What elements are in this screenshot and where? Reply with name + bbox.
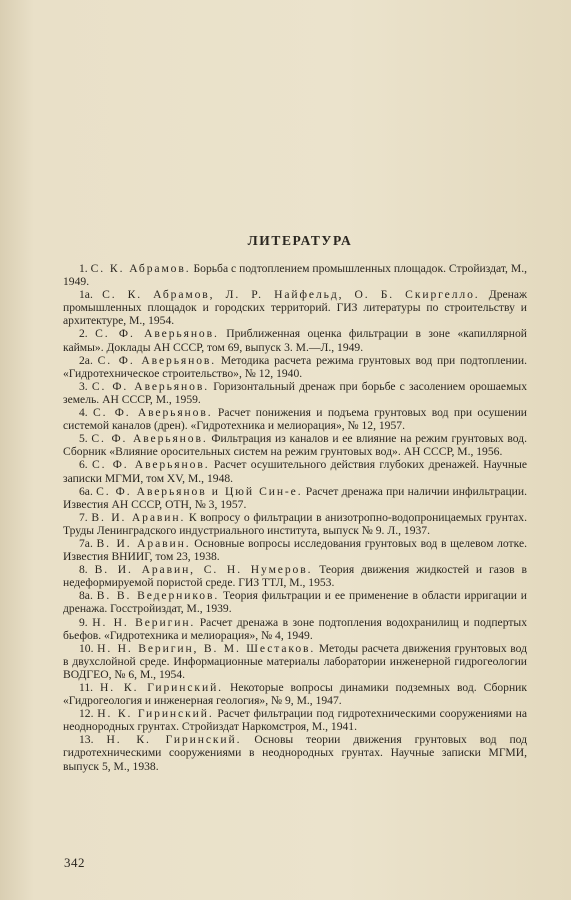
reference-number: 5.	[79, 432, 88, 446]
reference-number: 7.	[79, 510, 88, 524]
reference-entry	[63, 511, 527, 537]
reference-entry	[63, 642, 527, 681]
reference-text: К вопросу о фильтрации в анизотропно-водопроницаемых грунтах. Труды Ленинградского индустриального института, выпуск № 9. Л., 1937.	[63, 510, 527, 537]
reference-authors: Н. К. Гиринский.	[106, 733, 242, 747]
reference-text: Фильтрация из каналов и ее влияние на режим грунтовых вод. Сборник «Влияние оросительных систем на режим грунтовых вод». АН СССР, М., 1956.	[63, 432, 527, 459]
reference-entry	[63, 380, 527, 406]
reference-entry	[63, 681, 527, 707]
reference-authors: С. К. Абрамов.	[90, 262, 191, 275]
reference-authors: С. Ф. Аверьянов.	[92, 458, 210, 472]
page-number: 342	[64, 855, 85, 870]
reference-entry	[63, 616, 527, 642]
reference-entry	[63, 262, 527, 288]
reference-entry	[63, 589, 527, 615]
reference-number: 7а.	[79, 536, 93, 550]
reference-text: Расчет дренажа в зоне подтопления водохранилищ и подпертых бьефов. «Гидротехника и мелиорация», № 4, 1949.	[63, 615, 527, 642]
reference-text: Теория фильтрации и ее применение в области ирригации и дренажа. Госстройиздат, М., 1939.	[63, 589, 527, 616]
reference-text: Основы теории движения грунтовых вод под гидротехническими сооружениями в неоднородных грунтах. Научные записки МГМИ, выпуск 5, М., 1938.	[63, 733, 528, 773]
reference-text: Теория движения жидкостей и газов в недеформируемой пористой среде. ГИЗ ТТЛ, М., 1953.	[63, 563, 527, 590]
reference-authors: В. В. Ведерников.	[96, 589, 220, 603]
reference-number: 12.	[79, 707, 94, 721]
reference-entry	[63, 563, 527, 589]
reference-number: 13.	[79, 733, 94, 747]
reference-entry	[63, 485, 527, 511]
reference-text: Приближенная оценка фильтрации в зоне «капиллярной каймы». Доклады АН СССР, том 69, выпуск 3. М.—Л., 1949.	[63, 327, 528, 354]
reference-authors: В. И. Аравин.	[91, 510, 186, 524]
reference-text: Горизонтальный дренаж при борьбе с засолением орошаемых земель. АН СССР, М., 1959.	[63, 379, 527, 406]
reference-number: 9.	[79, 615, 88, 629]
reference-text: Борьба с подтоплением промышленных площадок. Стройиздат, М., 1949.	[63, 262, 527, 289]
reference-entry	[63, 327, 527, 353]
reference-entry	[63, 733, 527, 772]
reference-authors: В. И. Аравин, С. Н. Нумеров.	[94, 563, 313, 577]
reference-number: 6а.	[79, 484, 93, 498]
reference-text: Основные вопросы исследования грунтовых вод в щелевом лотке. Известия ВНИИГ, том 23, 1938.	[63, 536, 527, 564]
reference-authors: В. И. Аравин.	[96, 536, 191, 550]
reference-number: 11.	[79, 681, 94, 694]
reference-number: 2.	[79, 327, 88, 341]
reference-entry	[63, 354, 527, 380]
reference-entry	[63, 288, 527, 327]
reference-number: 8а.	[79, 589, 93, 603]
reference-text: Дренаж промышленных площадок и городских территорий. ГИЗ литературы по строительству и архитектуре, М., 1954.	[63, 288, 527, 328]
reference-authors: С. Ф. Аверьянов.	[93, 406, 213, 420]
reference-authors: С. Ф. Аверьянов.	[95, 327, 219, 341]
reference-text: Расчет дренажа при наличии инфильтрации. Известия АН СССР, ОТН, № 3, 1957.	[63, 484, 527, 511]
reference-authors: С. К. Абрамов, Л. Р. Найфельд, О. Б. Скиргелло.	[102, 288, 480, 302]
reference-text: Расчет фильтрации под гидротехническими сооружениями на неоднородных грунтах. Стройиздат Наркомстроя, М., 1941.	[63, 707, 527, 734]
reference-authors: Н. К. Гиринский.	[100, 681, 223, 694]
reference-number: 6.	[79, 458, 88, 472]
reference-number: 1.	[79, 262, 88, 275]
reference-number: 1а.	[79, 288, 93, 302]
reference-entry	[63, 707, 527, 733]
reference-text: Расчет понижения и подъема грунтовых вод при осушении системой каналов (дрен). «Гидротехника и мелиорация», № 12, 1957.	[63, 406, 527, 433]
reference-authors: Н. К. Гиринский.	[97, 707, 214, 721]
reference-authors: Н. Н. Веригин, В. М. Шестаков.	[97, 641, 316, 655]
reference-entry	[63, 406, 527, 432]
reference-text: Методы расчета движения грунтовых вод в двухслойной среде. Информационные материалы лаборатории инженерной гидрогеологии ВОДГЕО, № 6, М., 1954.	[63, 641, 527, 681]
section-heading: ЛИТЕРАТУРА	[247, 233, 353, 248]
reference-authors: Н. Н. Веригин.	[92, 615, 196, 629]
reference-list	[63, 262, 527, 773]
reference-authors: С. Ф. Аверьянов.	[91, 379, 210, 393]
reference-text: Расчет осушительного действия глубоких дренажей. Научные записки МГМИ, том XV, М., 1948.	[63, 458, 528, 485]
reference-number: 8.	[79, 563, 88, 577]
reference-number: 10.	[79, 641, 94, 655]
reference-number: 3.	[79, 379, 88, 393]
reference-authors: С. Ф. Аверьянов.	[97, 353, 217, 367]
reference-number: 4.	[79, 406, 88, 420]
reference-text: Некоторые вопросы динамики подземных вод. Сборник «Гидрогеология и инженерная геология», № 9, М., 1947.	[63, 681, 528, 708]
reference-entry	[63, 432, 527, 458]
reference-entry	[63, 458, 527, 484]
reference-entry	[63, 537, 527, 563]
reference-text: Методика расчета режима грунтовых вод при подтоплении. «Гидротехническое строительство», № 12, 1940.	[63, 353, 527, 380]
reference-authors: С. Ф. Аверьянов.	[91, 432, 208, 446]
reference-authors: С. Ф. Аверьянов и Цюй Син-е.	[96, 484, 303, 498]
reference-number: 2а.	[79, 353, 93, 367]
